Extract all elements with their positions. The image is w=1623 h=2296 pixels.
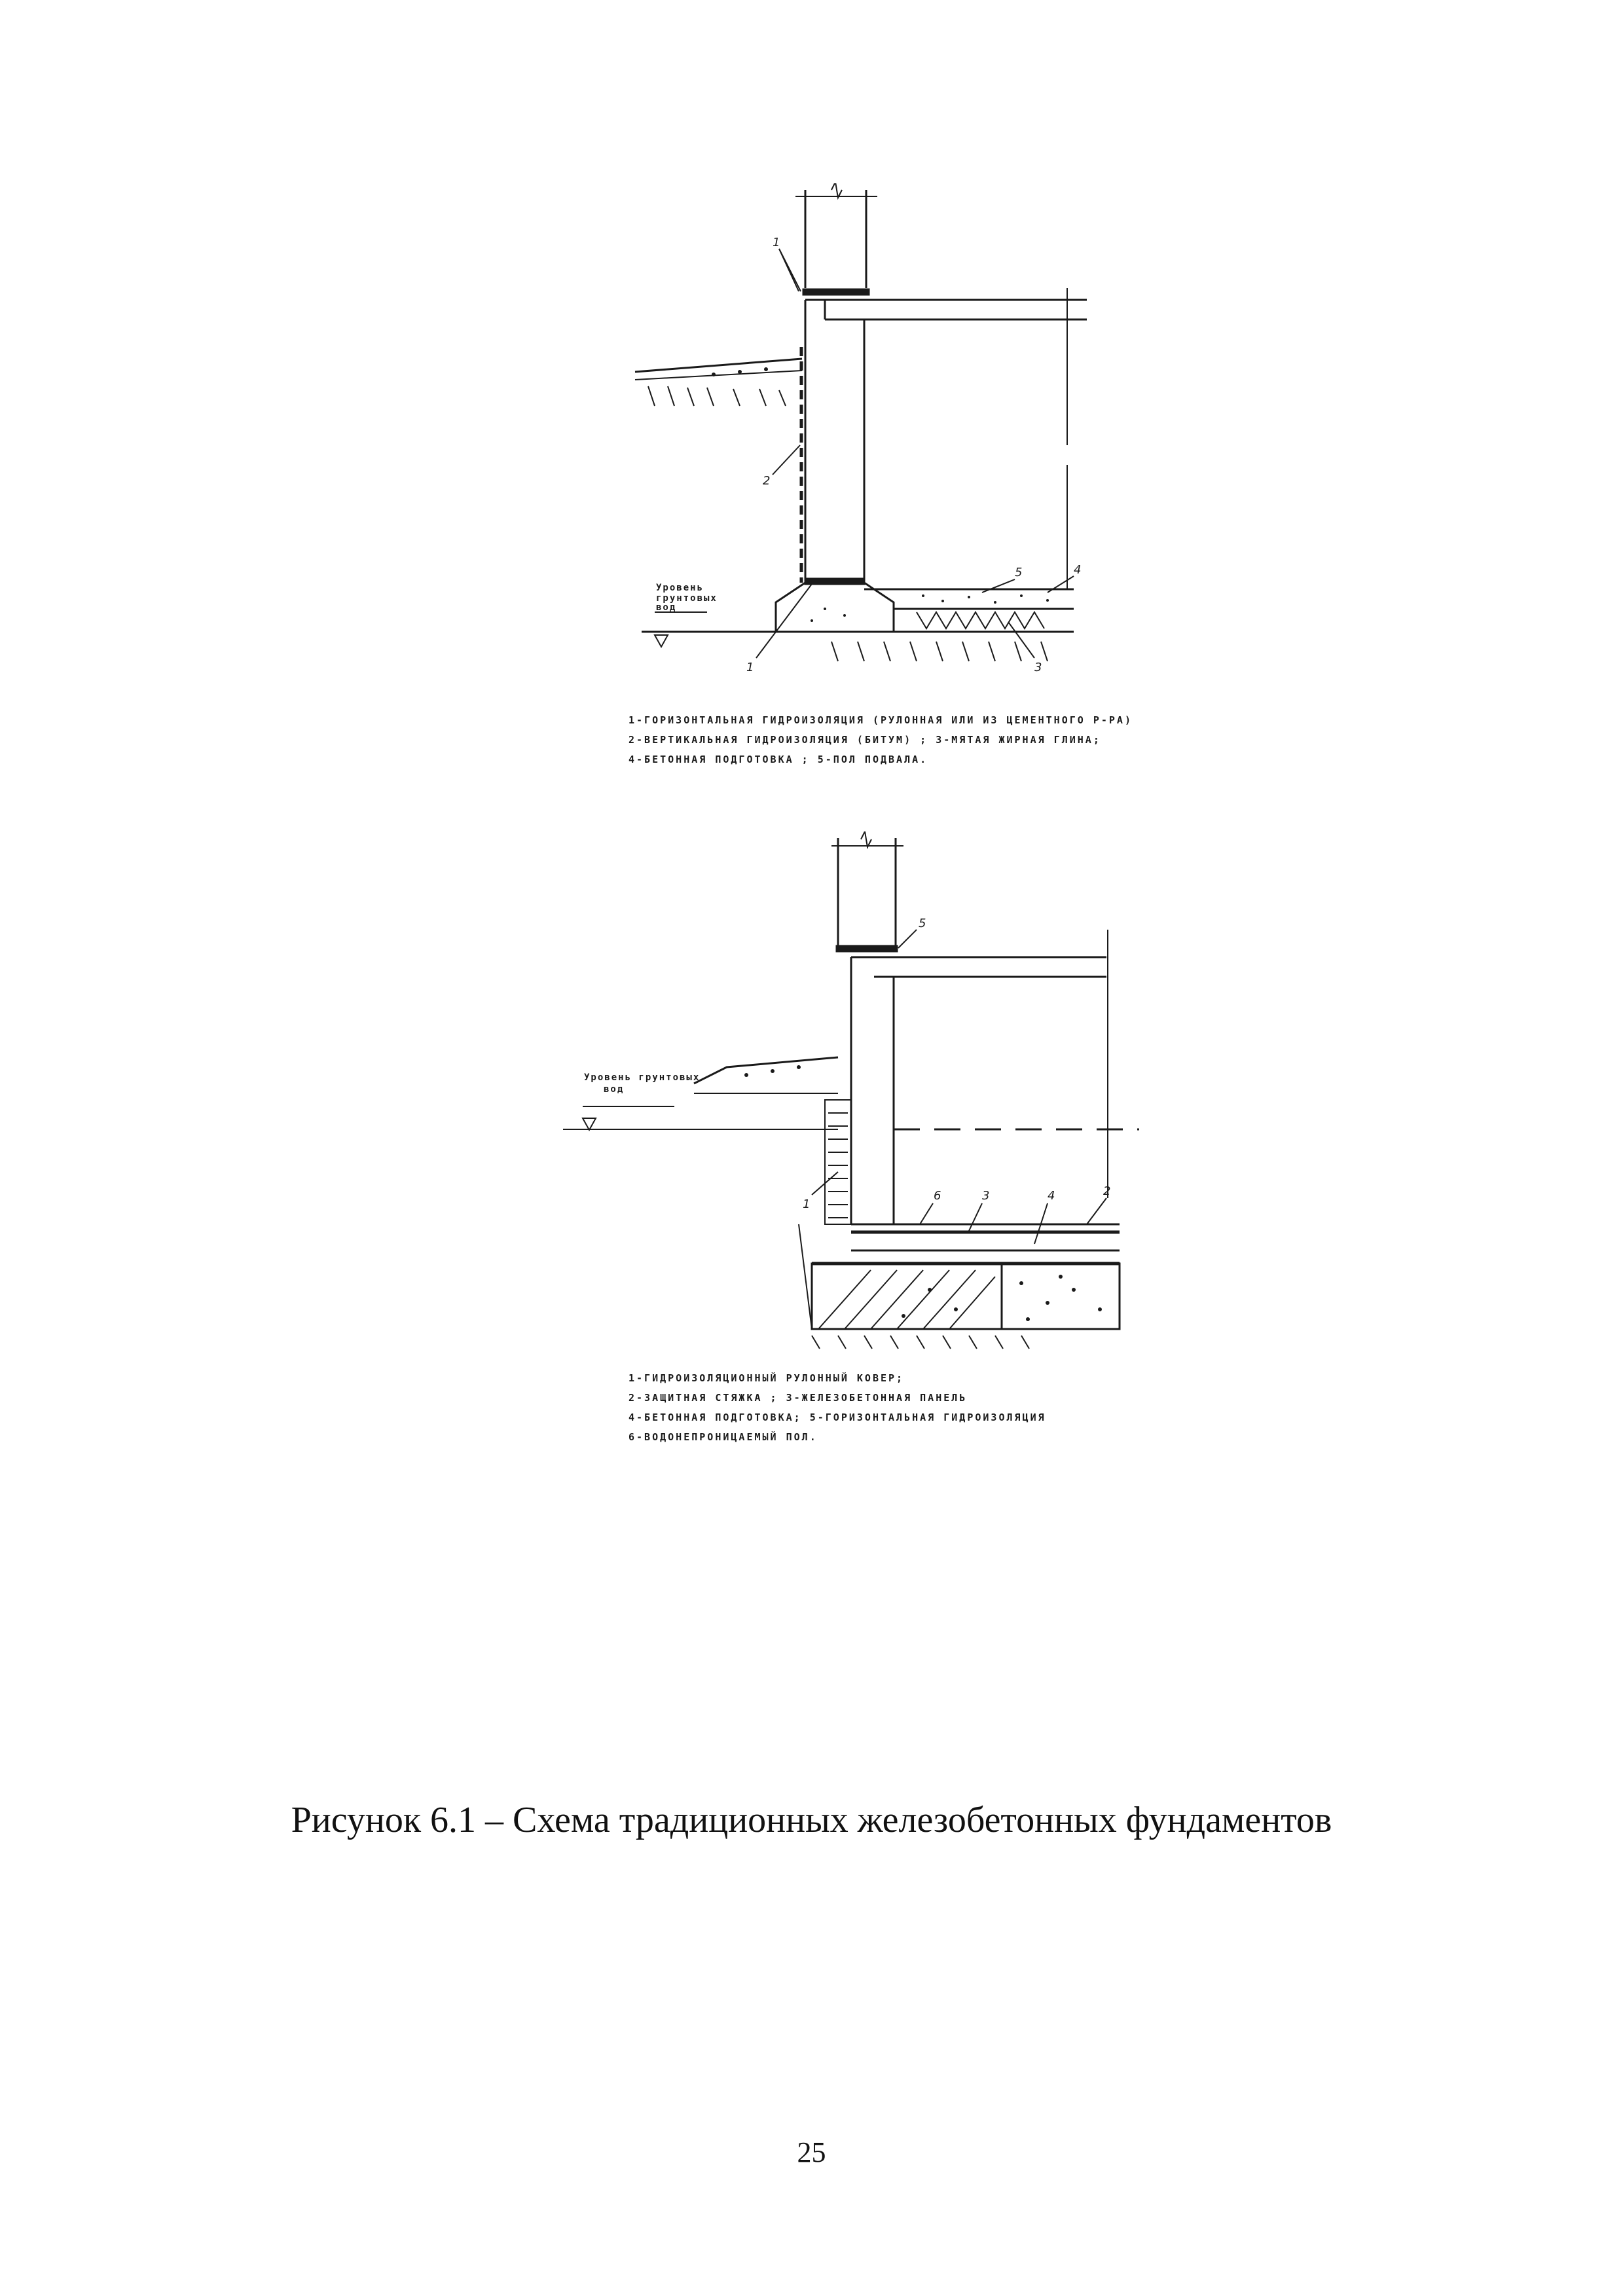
figure-bottom-drawing [563,831,1152,1355]
legend-bottom [629,1368,1046,1447]
water-level-label-2: грунтовых [656,593,718,604]
callout-1-bottom: 1 [746,661,754,674]
callout-4: 4 [1074,563,1082,577]
figure-top-drawing [615,183,1113,694]
legend-bottom-line: 1-ГИДРОИЗОЛЯЦИОННЫЙ РУЛОННЫЙ КОВЕР; [629,1372,905,1384]
callout-6: 6 [934,1189,941,1203]
callout-3: 3 [1034,661,1042,674]
callout-2: 2 [1103,1184,1111,1198]
callout-1-top: 1 [773,236,780,249]
water-level-label-1: Уровень грунтовых [584,1072,701,1083]
legend-top [629,710,1133,769]
callout-2: 2 [763,474,771,488]
figure-caption: Рисунок 6.1 – Схема традиционных железобетонных фундаментов [291,1800,1332,1840]
callout-5: 5 [1015,566,1023,579]
water-level-label-1: Уровень [656,583,704,593]
callout-5: 5 [919,917,926,930]
foundation-section-top [615,183,1113,694]
legend-bottom-line: 4-БЕТОННАЯ ПОДГОТОВКА; 5-ГОРИЗОНТАЛЬНАЯ ГИДРОИЗОЛЯЦИЯ [629,1412,1046,1423]
callout-4: 4 [1048,1189,1055,1203]
water-level-label-3: вод [656,602,677,613]
legend-top-line: 4-БЕТОННАЯ ПОДГОТОВКА ; 5-ПОЛ ПОДВАЛА. [629,754,928,765]
foundation-section-bottom [563,831,1152,1355]
legend-bottom-line: 2-ЗАЩИТНАЯ СТЯЖКА ; 3-ЖЕЛЕЗОБЕТОННАЯ ПАНЕЛЬ [629,1392,968,1404]
legend-top-line: 2-ВЕРТИКАЛЬНАЯ ГИДРОИЗОЛЯЦИЯ (БИТУМ) ; 3-МЯТАЯ ЖИРНАЯ ГЛИНА; [629,734,1101,746]
callout-1: 1 [803,1197,811,1211]
water-level-label-2: вод [604,1084,625,1095]
legend-top-line: 1-ГОРИЗОНТАЛЬНАЯ ГИДРОИЗОЛЯЦИЯ (РУЛОННАЯ ИЛИ ИЗ ЦЕМЕНТНОГО Р-РА) [629,714,1133,726]
callout-3: 3 [982,1189,990,1203]
page-number: 25 [797,2136,826,2168]
legend-bottom-line: 6-ВОДОНЕПРОНИЦАЕМЫЙ ПОЛ. [629,1431,818,1443]
